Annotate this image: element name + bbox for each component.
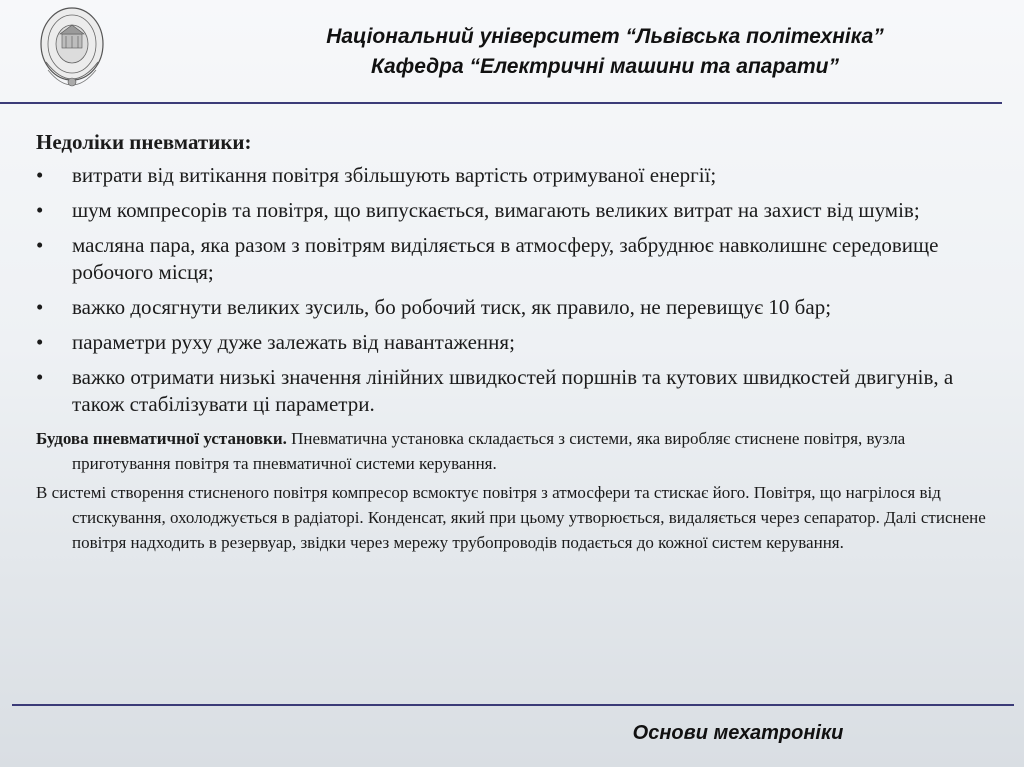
department-name: Кафедра “Електричні машини та апарати” bbox=[371, 55, 839, 78]
university-name: Національний університет “Львівська політехніка” bbox=[326, 25, 884, 48]
bullet-icon: • bbox=[36, 295, 44, 319]
slide-content bbox=[36, 128, 998, 555]
list-item bbox=[36, 329, 998, 356]
air-supply-paragraph: В системі створення стисненого повітря компресор всмоктує повітря з атмосфери та стискає його. Повітря, що нагрілося від стискування, охолоджується в радіаторі. Конденсат, який при цьому утворюється, видаляється через сепаратор. Далі стиснене повітря надходить в резервуар, звідки через мережу трубопроводів подається до кожної систем керування. bbox=[36, 483, 986, 552]
bullet-icon: • bbox=[36, 163, 44, 187]
list-item-text: важко досягнути великих зусиль, бо робочий тиск, як правило, не перевищує 10 бар; bbox=[72, 295, 832, 319]
footer-divider bbox=[12, 704, 1014, 706]
list-item-text: параметри руху дуже залежать від навантаження; bbox=[72, 330, 515, 354]
header-divider bbox=[0, 102, 1002, 104]
header bbox=[150, 22, 1024, 82]
section-heading: Недоліки пневматики: bbox=[36, 130, 252, 154]
list-item-text: масляна пара, яка разом з повітрям виділяється в атмосферу, забруднює навколишнє середовище робочого місця; bbox=[72, 233, 939, 284]
installation-structure-lead: Будова пневматичної установки. bbox=[36, 429, 287, 448]
list-item bbox=[36, 294, 998, 321]
list-item bbox=[36, 364, 998, 418]
list-item-text: витрати від витікання повітря збільшують вартість отримуваної енергії; bbox=[72, 163, 717, 187]
installation-structure-paragraph bbox=[36, 426, 998, 476]
list-item bbox=[36, 162, 998, 189]
list-item bbox=[36, 232, 998, 286]
list-item bbox=[36, 197, 998, 224]
drawbacks-list bbox=[36, 162, 998, 418]
bullet-icon: • bbox=[36, 198, 44, 222]
bullet-icon: • bbox=[36, 233, 44, 257]
course-title: Основи мехатроніки bbox=[632, 722, 844, 744]
bullet-icon: • bbox=[36, 330, 44, 354]
list-item-text: шум компресорів та повітря, що випускається, вимагають великих витрат на захист від шумів; bbox=[72, 198, 920, 222]
installation-structure-text: Пневматична установка складається з системи, яка виробляє стиснене повітря, вузла приготування повітря та пневматичної системи керування. bbox=[72, 429, 906, 473]
list-item-text: важко отримати низькі значення лінійних швидкостей поршнів та кутових швидкостей двигунів, а також стабілізувати ці параметри. bbox=[72, 365, 954, 416]
university-seal-logo bbox=[38, 4, 106, 94]
bullet-icon: • bbox=[36, 365, 44, 389]
